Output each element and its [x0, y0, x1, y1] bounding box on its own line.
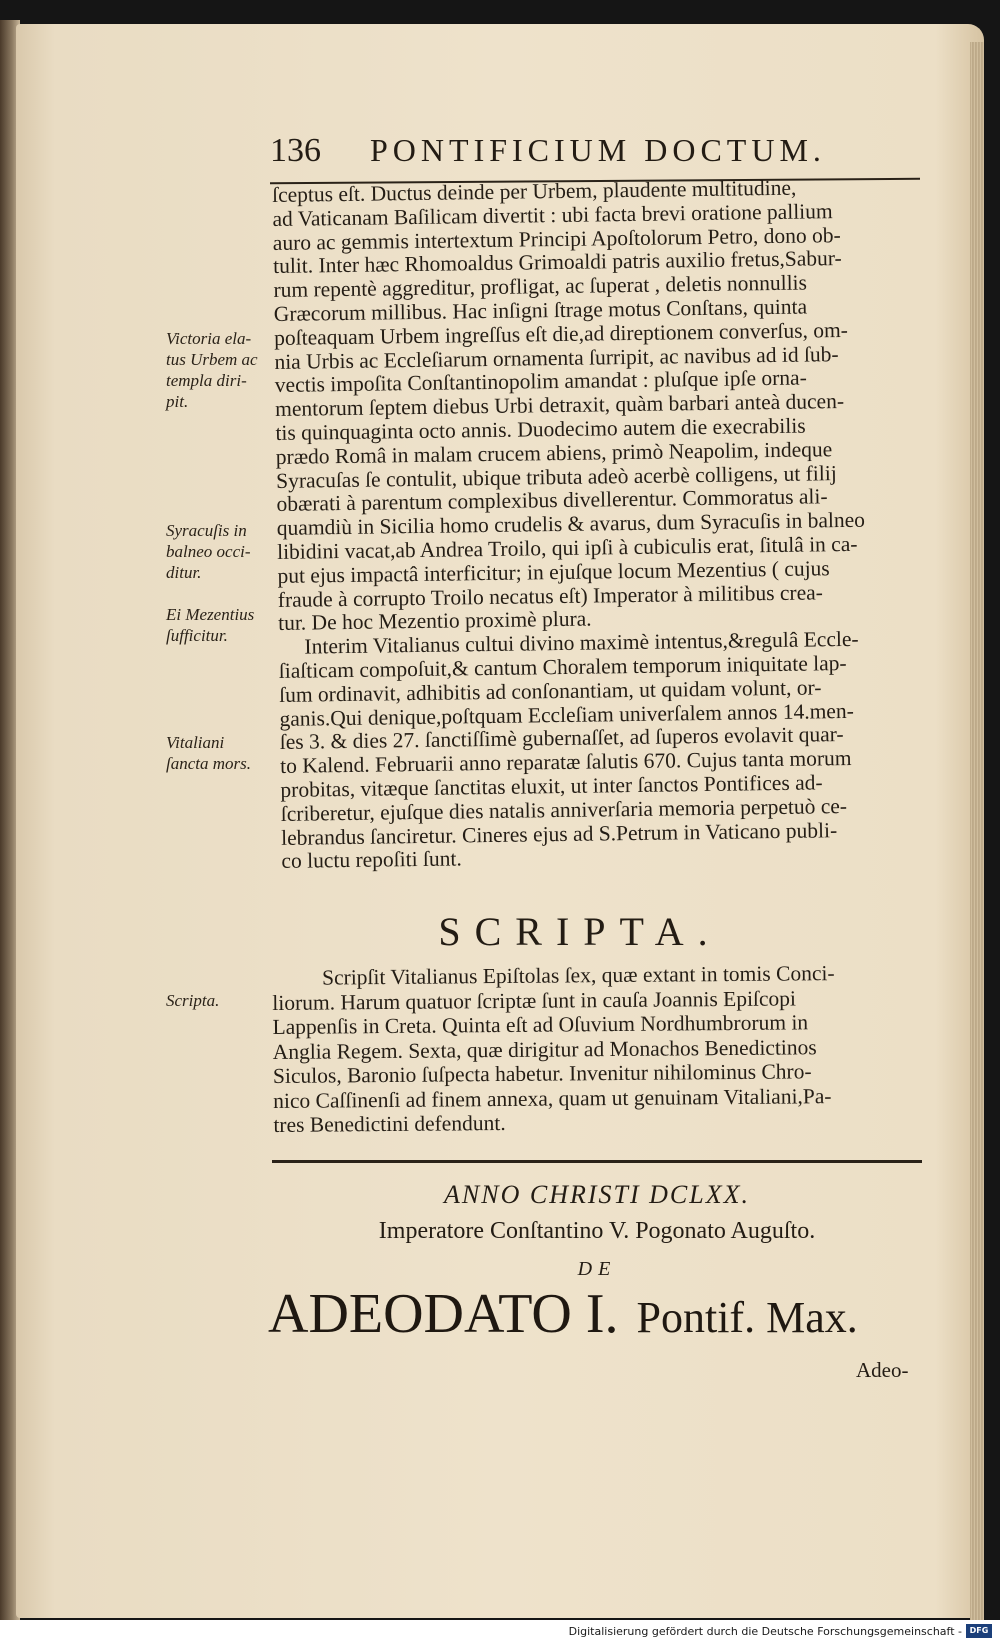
marginal-line: ſufficitur. [166, 626, 228, 645]
page-number: 136 [270, 132, 321, 169]
marginal-note-scripta [166, 990, 266, 1011]
marginal-line: Scripta. [166, 991, 220, 1010]
marginal-note-victoria [166, 328, 266, 412]
text-line: ſiaſticam compoſuit,& cantum Choralem temporum iniquitate lap- [278, 650, 847, 683]
marginal-note-mezentius [166, 604, 266, 646]
marginal-note-syracusis [166, 520, 266, 583]
dfg-logo-icon: DFG [966, 1624, 992, 1638]
text-line: prædo Româ in malam crucem abiens, primò Neapolim, indeque [275, 436, 833, 469]
text-line: rum repentè aggreditur, profligat, ac ſuperat , deletis nonnullis [273, 270, 808, 303]
anno-christi: ANNO CHRISTI DCLXX. [444, 1180, 750, 1209]
main-text [272, 175, 934, 874]
chapter-title-main: ADEODATO I. [268, 1283, 619, 1345]
marginal-line: Victoria ela- [166, 329, 252, 348]
text-line: nia Urbis ac Eccleſiarum ornamenta ſurripit, ac navibus ad id ſub- [274, 341, 839, 374]
text-line: tulit. Inter hæc Rhomoaldus Grimoaldi patris auxilio fretus,Sabur- [272, 246, 842, 279]
text-line: ſceptus eſt. Ductus deinde per Urbem, plaudente multitudine, [271, 175, 797, 207]
text-line: co luctu repoſiti ſunt. [281, 846, 462, 874]
text-line: Lappenſis in Creta. Quinta eſt ad Oſuvium Nordhumbrorum in [272, 1010, 809, 1039]
text-line: Græcorum millibus. Hac inſigni ſtrage motus Conſtans, quinta [273, 294, 808, 326]
chapter-title [268, 1282, 928, 1346]
marginal-line: pit. [166, 392, 189, 411]
scripta-heading: SCRIPTA. [438, 909, 722, 954]
text-line: to Kalend. Februarii anno reparatæ ſalutis 670. Cujus tanta morum [279, 746, 852, 779]
text-line: tres Benedictini defendunt. [273, 1110, 506, 1137]
section-rule [272, 1160, 922, 1163]
text-line: probitas, vitæque ſanctitas eluxit, ut inter ſanctos Pontifices ad- [280, 770, 823, 802]
text-line: Interim Vitalianus cultui divino maximè intentus,&regulâ Eccle- [304, 626, 859, 659]
marginal-line: Ei Mezentius [166, 605, 255, 624]
text-line: Siculos, Baronio ſuſpecta habetur. Invenitur nihilominus Chro- [272, 1059, 812, 1088]
marginal-line: templa diri- [166, 371, 247, 390]
text-line: tis quinquaginta octo annis. Duodecimo autem die execrabilis [275, 413, 806, 445]
text-line: Syracuſas ſe contulit, ubique tributa adeò acerbè colligens, ut filij [275, 460, 837, 493]
text-line: ſes 3. & dies 27. ſanctiſſimè gubernaſſet, ad ſuperos evolavit quar- [279, 722, 844, 755]
text-line: fraude à corrupto Troilo necatus eſt) Imperator à militibus crea- [277, 579, 824, 612]
marginal-note-vitaliani [166, 732, 266, 774]
text-line: tur. De hoc Mezentio proximè plura. [277, 606, 592, 636]
scripta-text [272, 960, 925, 1137]
text-line: mentorum ſeptem diebus Urbi detraxit, quàm barbari anteà ducen- [274, 389, 845, 422]
text-line: ſcriberetur, ejuſque dies natalis anniverſaria memoria perpetuò ce- [280, 793, 848, 826]
catchword: Adeo- [856, 1358, 909, 1382]
text-line: ganis.Qui denique,poſtquam Eccleſiam univerſalem annos 14.men- [279, 698, 854, 731]
chapter-title-sub: Pontif. Max. [636, 1293, 858, 1342]
text-line: obærati à parentum complexibus divellerentur. Commoratus ali- [276, 484, 828, 517]
text-line: auro ac gemmis intertextum Principi Apoſtolorum Petro, dono ob- [272, 222, 841, 255]
text-line: vectis impoſita Conſtantinopolim amandat : pluſque ipſe orna- [274, 365, 807, 398]
text-line: put ejus impactâ interficitur; in ejuſque locum Mezentius ( cujus [277, 556, 830, 588]
text-line: Anglia Regem. Sexta, quæ dirigitur ad Monachos Benedictinos [272, 1034, 817, 1064]
text-line: libidini vacat,ab Andrea Troilo, qui ipſi à cubiculis erat, ſitulâ in ca- [276, 531, 858, 564]
marginal-line: Syracuſis in [166, 521, 247, 540]
emperor-line: Imperatore Conſtantino V. Pogonato Auguſto. [378, 1218, 816, 1244]
text-line: Scripſit Vitalianus Epiſtolas ſex, quæ extant in tomis Conci- [321, 961, 835, 990]
text-line: poſteaquam Urbem ingreſſus eſt die,ad direptionem converſus, om- [273, 317, 849, 350]
text-line: quamdiù in Sicilia homo crudelis & avarus, dum Syracuſis in balneo [276, 507, 866, 541]
footer-credit: Digitalisierung gefördert durch die Deutsche Forschungsgemeinschaft - [568, 1625, 962, 1638]
marginal-line: tus Urbem ac [166, 350, 258, 369]
marginal-line: balneo occi- [166, 542, 251, 561]
text-line: ſum ordinavit, adhibitis ad conſonantiam, ut quidam volunt, or- [278, 675, 822, 707]
de-line: DE [577, 1258, 617, 1280]
marginal-line: Vitaliani [166, 733, 225, 752]
running-title: PONTIFICIUM DOCTUM. [370, 132, 826, 168]
text-line: liorum. Harum quatuor ſcriptæ ſunt in cauſa Joannis Epiſcopi [272, 985, 797, 1015]
page-edges [970, 42, 984, 1642]
text-line: nico Caſſinenſi ad finem annexa, quam ut genuinam Vitaliani,Pa- [273, 1083, 832, 1113]
text-line: ad Vaticanam Baſilicam divertit : ubi facta brevi oratione pallium [272, 198, 833, 231]
text-line: lebrandus ſanciretur. Cineres ejus ad S.Petrum in Vaticano publi- [280, 817, 838, 850]
marginal-line: ſancta mors. [166, 754, 251, 773]
marginal-line: ditur. [166, 563, 202, 582]
